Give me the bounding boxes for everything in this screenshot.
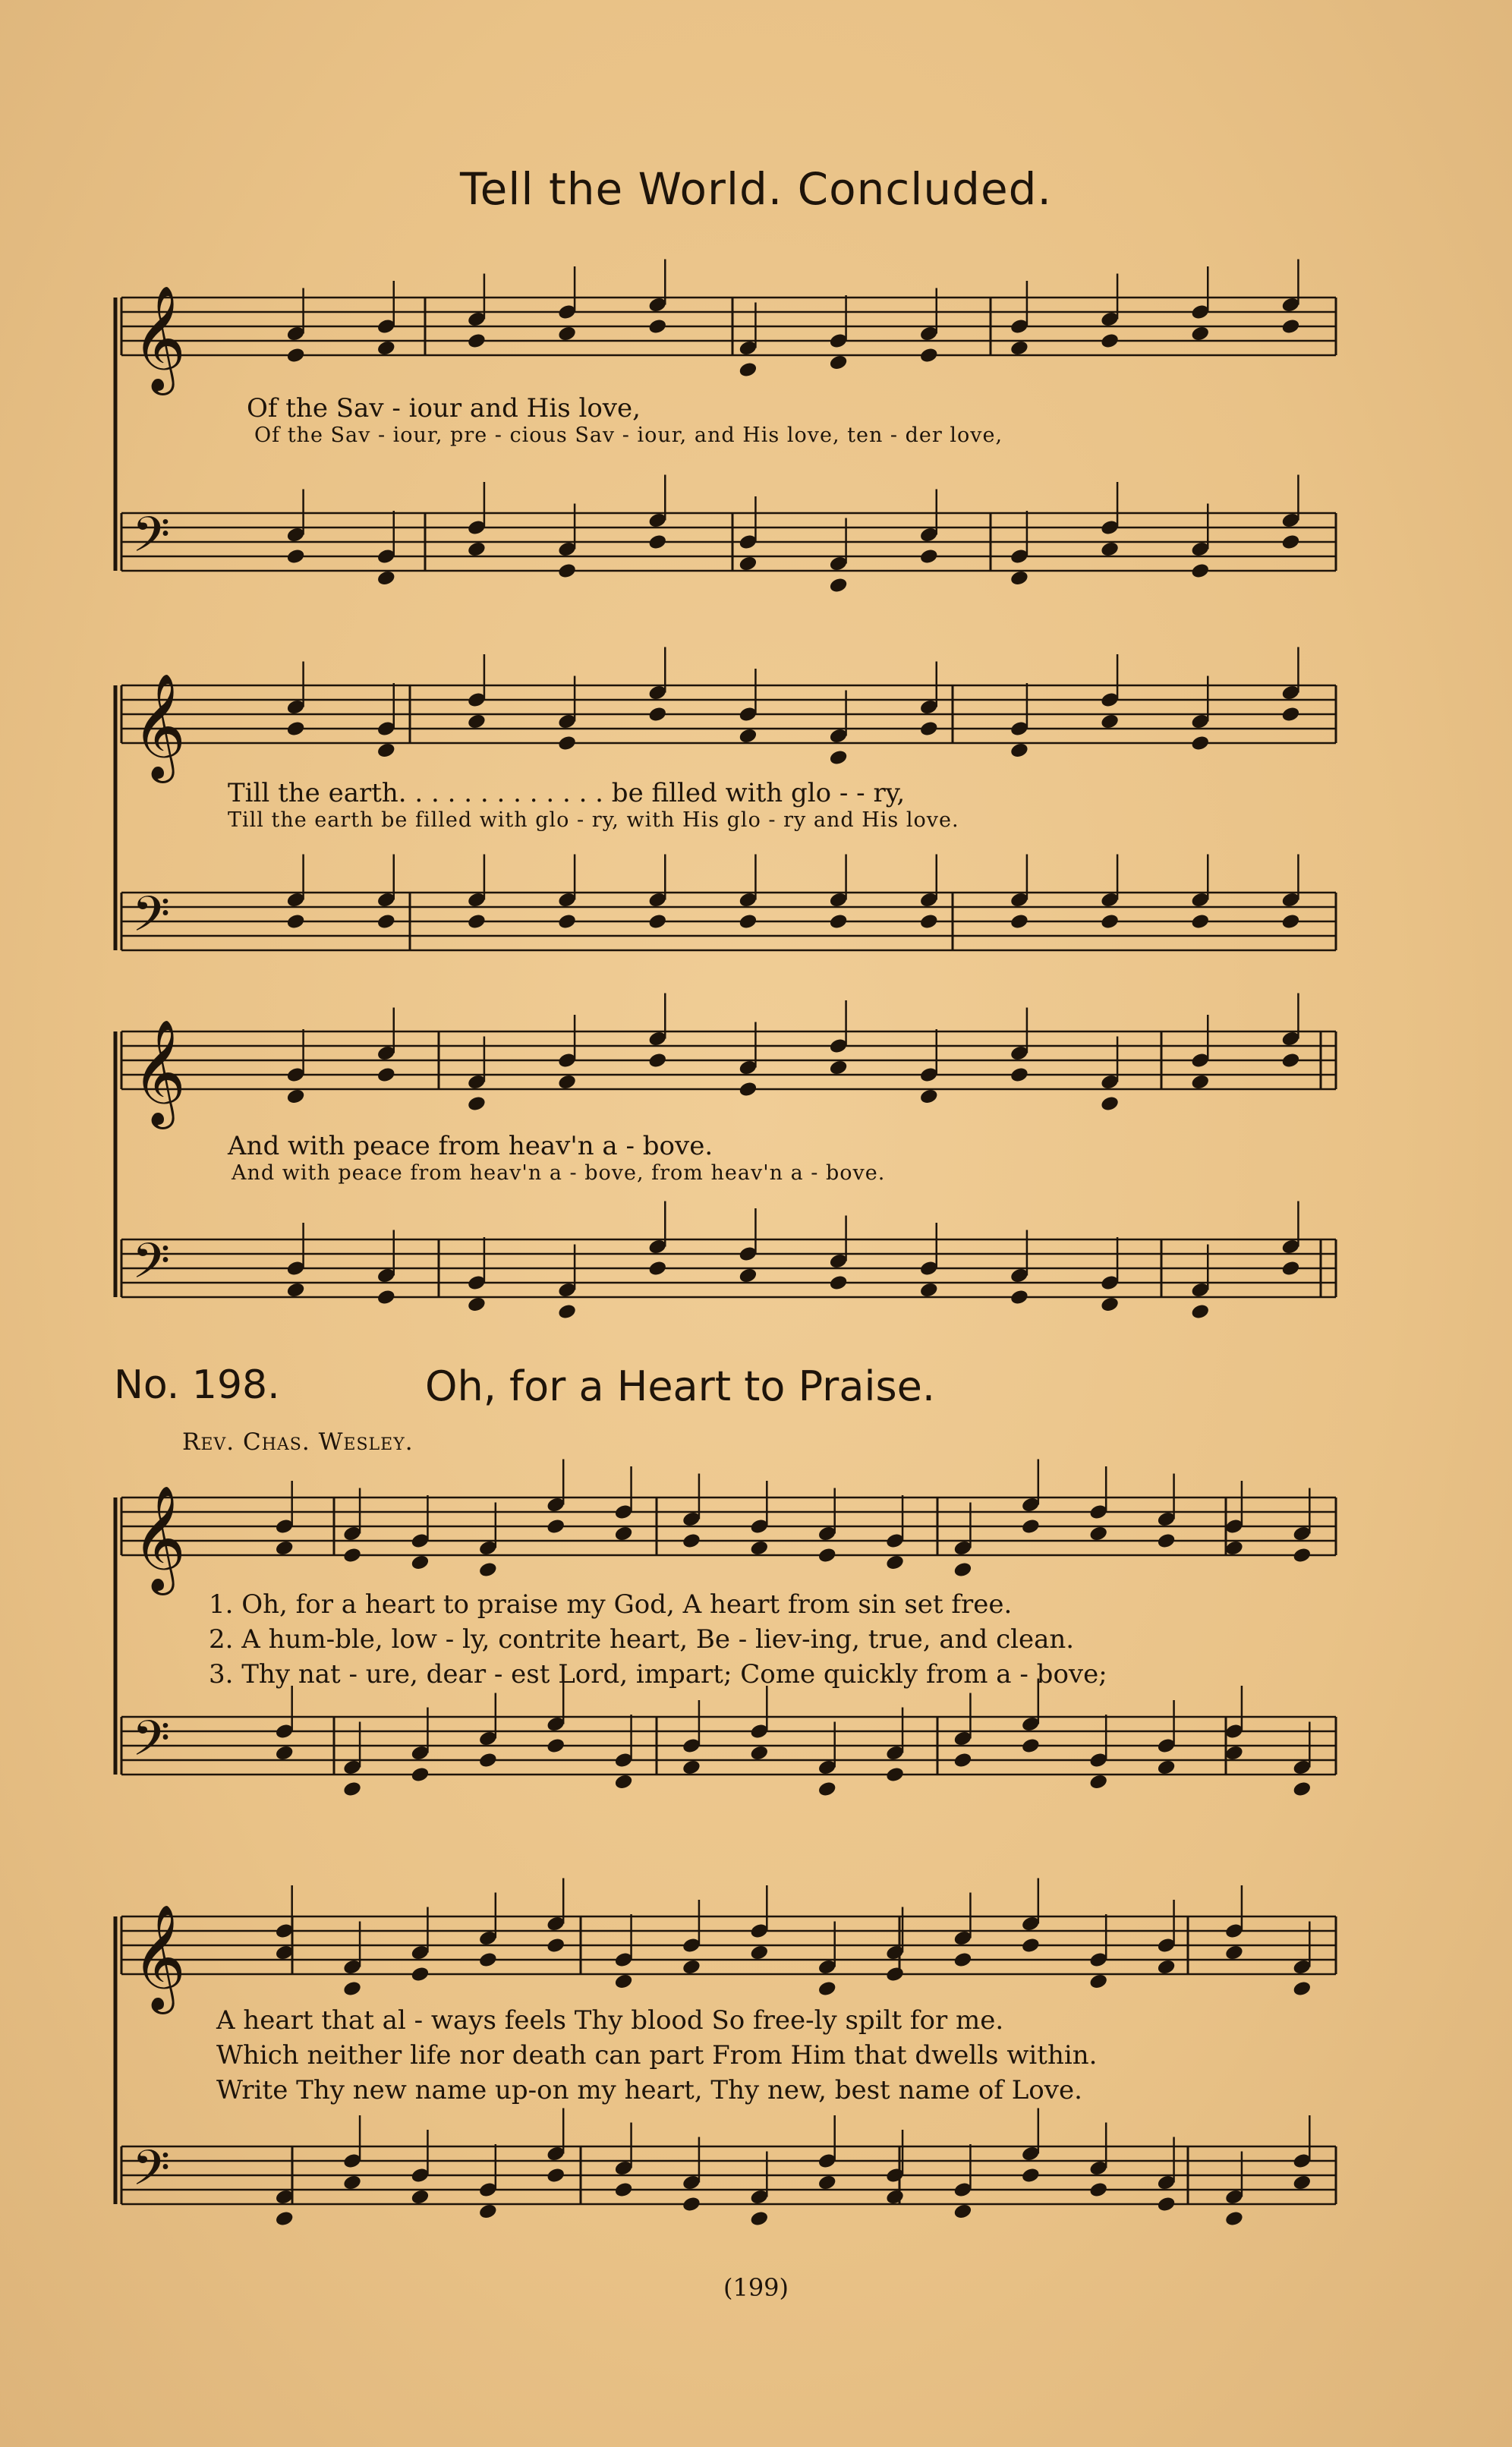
note-head <box>647 317 667 335</box>
note-head <box>1088 2181 1108 2198</box>
note-head <box>749 2209 769 2227</box>
treble-clef: 𝄞 <box>132 285 186 391</box>
note-head <box>410 1554 430 1571</box>
note-head <box>1224 1944 1244 1961</box>
note-head <box>1190 912 1210 930</box>
lyric-line-alt: And with peace from heav'n a - bove, from heav'n a - bove. <box>232 1161 886 1185</box>
note-head <box>467 540 487 558</box>
treble-clef: 𝄞 <box>132 1019 186 1125</box>
note-head <box>749 1744 769 1762</box>
note-head <box>376 742 396 759</box>
note-head <box>817 1546 836 1564</box>
note-head <box>1021 1936 1041 1954</box>
note-head <box>738 555 758 572</box>
note-head <box>1280 317 1300 335</box>
note-head <box>817 1979 836 1997</box>
note-head <box>828 576 848 594</box>
note-head <box>1010 742 1029 759</box>
note-head <box>1190 325 1210 342</box>
note-head <box>613 2181 633 2198</box>
lyric-line-alt: Of the Sav - iour, pre - cious Sav - iour, and His love, ten - der love, <box>254 424 1003 447</box>
note-head <box>1224 1539 1244 1557</box>
note-head <box>285 1088 305 1105</box>
note-head <box>1280 705 1300 723</box>
note-head <box>285 1281 305 1299</box>
note-head <box>817 2174 836 2191</box>
note-head <box>738 1080 758 1098</box>
lyric-line-alt: Till the earth be filled with glo - ry, with His glo - ry and His love. <box>228 808 959 832</box>
note-head <box>376 1288 396 1305</box>
note-head <box>828 1059 848 1076</box>
lyric-line: Of the Sav - iour and His love, <box>247 393 641 424</box>
treble-clef: 𝄞 <box>132 1904 186 2010</box>
note-head <box>546 1517 565 1535</box>
note-head <box>274 2209 294 2227</box>
bass-clef: 𝄢 <box>132 2140 171 2209</box>
note-head <box>1156 1958 1176 1976</box>
note-head <box>885 1554 905 1571</box>
treble-clef: 𝄞 <box>132 673 186 779</box>
note-head <box>738 1267 758 1284</box>
note-head <box>613 1973 633 1990</box>
note-head <box>1010 912 1029 930</box>
note-head <box>1280 1051 1300 1069</box>
verse-line: 3. Thy nat - ure, dear - est Lord, impart; Come quickly from a - bove; <box>209 1659 1107 1690</box>
note-head <box>478 1560 498 1578</box>
note-head <box>1100 540 1120 558</box>
note-head <box>828 912 848 930</box>
note-head <box>1100 912 1120 930</box>
note-head <box>467 912 487 930</box>
note-head <box>1088 1973 1108 1990</box>
note-head <box>647 533 667 550</box>
note-head <box>749 1944 769 1961</box>
note-head <box>557 1073 577 1091</box>
note-head <box>885 1765 905 1783</box>
page-title: Tell the World. Concluded. <box>460 163 1052 215</box>
note-head <box>467 332 487 349</box>
note-head <box>953 1560 972 1578</box>
note-head <box>749 1539 769 1557</box>
note-head <box>885 1965 905 1982</box>
verse-line: 2. A hum-ble, low - ly, contrite heart, Be - liev-ing, true, and clean. <box>209 1624 1075 1655</box>
note-head <box>410 2188 430 2206</box>
note-head <box>953 1951 972 1968</box>
note-head <box>1190 734 1210 751</box>
note-head <box>1190 562 1210 579</box>
note-head <box>376 569 396 587</box>
bass-clef: 𝄢 <box>132 1711 171 1779</box>
note-head <box>828 748 848 766</box>
note-head <box>274 1744 294 1762</box>
note-head <box>1021 1517 1041 1535</box>
note-head <box>647 705 667 723</box>
note-head <box>1292 2174 1312 2191</box>
note-head <box>1100 332 1120 349</box>
verse-line: Which neither life nor death can part From Him that dwells within. <box>216 2040 1098 2071</box>
note-head <box>919 912 939 930</box>
note-head <box>1280 1259 1300 1277</box>
note-head <box>274 1539 294 1557</box>
note-head <box>1280 533 1300 550</box>
note-head <box>342 2174 362 2191</box>
verse-line: A heart that al - ways feels Thy blood So free-ly spilt for me. <box>216 2005 1004 2036</box>
note-head <box>1292 1979 1312 1997</box>
note-head <box>647 912 667 930</box>
page-number: (199) <box>723 2273 789 2302</box>
note-head <box>1010 569 1029 587</box>
note-head <box>647 1259 667 1277</box>
note-head <box>1156 2195 1176 2212</box>
note-head <box>828 1274 848 1291</box>
note-head <box>1156 1532 1176 1549</box>
verse-line: 1. Oh, for a heart to praise my God, A heart from sin set free. <box>209 1589 1013 1620</box>
note-head <box>557 1302 577 1320</box>
note-head <box>1190 1302 1210 1320</box>
note-head <box>342 1780 362 1797</box>
note-head <box>1021 2166 1041 2184</box>
note-head <box>817 1780 836 1797</box>
note-head <box>738 727 758 745</box>
note-head <box>885 2188 905 2206</box>
note-head <box>342 1979 362 1997</box>
note-head <box>1280 912 1300 930</box>
note-head <box>1224 2209 1244 2227</box>
note-head <box>1156 1759 1176 1776</box>
note-head <box>682 1759 701 1776</box>
note-head <box>557 734 577 751</box>
note-head <box>285 346 305 364</box>
note-head <box>738 361 758 378</box>
bass-clef: 𝄢 <box>132 1233 171 1302</box>
note-head <box>1224 1744 1244 1762</box>
note-head <box>1100 1296 1120 1313</box>
note-head <box>376 912 396 930</box>
note-head <box>410 1765 430 1783</box>
note-head <box>953 2203 972 2220</box>
bass-clef: 𝄢 <box>132 887 171 955</box>
note-head <box>1021 1737 1041 1754</box>
lyric-line: Till the earth. . . . . . . . . . . . . be filled with glo - - ry, <box>228 778 906 808</box>
note-head <box>1010 339 1029 357</box>
note-head <box>1292 1546 1312 1564</box>
note-head <box>467 713 487 730</box>
note-head <box>919 720 939 737</box>
note-head <box>647 1051 667 1069</box>
note-head <box>546 1737 565 1754</box>
note-head <box>376 339 396 357</box>
note-head <box>919 547 939 565</box>
note-head <box>953 1751 972 1768</box>
hymn-number: No. 198. <box>114 1362 280 1408</box>
note-head <box>1190 1073 1210 1091</box>
hymn-author: Rev. Chas. Wesley. <box>182 1428 414 1456</box>
note-head <box>1292 1780 1312 1797</box>
note-head <box>682 1958 701 1976</box>
note-head <box>1088 1525 1108 1542</box>
note-head <box>285 720 305 737</box>
note-head <box>467 1296 487 1313</box>
note-head <box>478 2203 498 2220</box>
treble-clef: 𝄞 <box>132 1485 186 1591</box>
note-head <box>919 1281 939 1299</box>
note-head <box>682 1532 701 1549</box>
note-head <box>613 1525 633 1542</box>
hymn-title: Oh, for a Heart to Praise. <box>425 1362 935 1410</box>
note-head <box>1100 1094 1120 1112</box>
note-head <box>557 325 577 342</box>
lyric-line: And with peace from heav'n a - bove. <box>228 1131 713 1161</box>
note-head <box>682 2195 701 2212</box>
note-head <box>342 1546 362 1564</box>
note-head <box>919 346 939 364</box>
note-head <box>1010 1066 1029 1083</box>
note-head <box>1088 1773 1108 1790</box>
note-head <box>557 912 577 930</box>
note-head <box>828 354 848 371</box>
note-head <box>285 547 305 565</box>
note-head <box>546 1936 565 1954</box>
verse-line: Write Thy new name up-on my heart, Thy new, best name of Love. <box>216 2075 1082 2105</box>
note-head <box>738 912 758 930</box>
note-head <box>285 912 305 930</box>
note-head <box>1100 713 1120 730</box>
bass-clef: 𝄢 <box>132 507 171 575</box>
note-head <box>376 1066 396 1083</box>
note-head <box>1010 1288 1029 1305</box>
note-head <box>467 1094 487 1112</box>
note-head <box>478 1951 498 1968</box>
note-head <box>410 1965 430 1982</box>
note-head <box>557 562 577 579</box>
note-head <box>546 2166 565 2184</box>
note-head <box>478 1751 498 1768</box>
note-head <box>613 1773 633 1790</box>
note-head <box>919 1088 939 1105</box>
